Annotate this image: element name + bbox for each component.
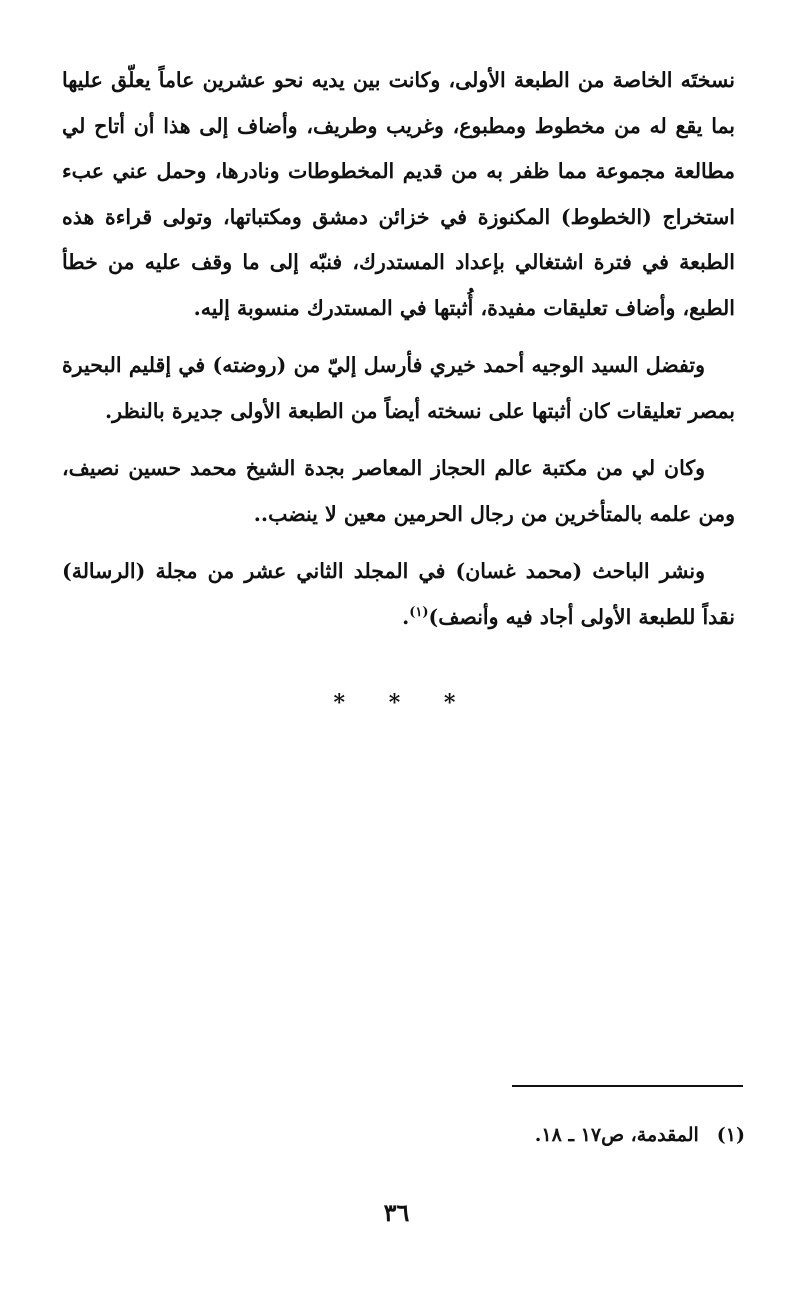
footnote-divider xyxy=(512,1085,743,1087)
paragraph-1 xyxy=(62,58,735,331)
footnote-number: (١) xyxy=(716,1124,745,1146)
paragraph-3-text: وكان لي من مكتبة عالم الحجاز المعاصر بجدة الشيخ محمد حسين نصيف، ومن علمه بالمتأخرين من رجال الحرمين معين لا ينضب.. xyxy=(62,456,735,526)
page-number: ٣٦ xyxy=(383,1198,410,1227)
footnote xyxy=(400,1124,745,1146)
paragraph-2-text: وتفضل السيد الوجيه أحمد خيري فأرسل إليّ من (روضته) في إقليم البحيرة بمصر تعليقات كان أثبتها على نسخته أيضاً من الطبعة الأولى جديرة بالنظر. xyxy=(62,353,735,423)
paragraph-4 xyxy=(62,549,735,640)
paragraph-2 xyxy=(62,343,735,434)
ornament-star-icon: * xyxy=(443,690,460,716)
footnote-text: المقدمة، ص١٧ ـ ١٨. xyxy=(534,1124,699,1146)
paragraph-4-trailing: . xyxy=(402,604,410,629)
footnote-reference[interactable]: (١) xyxy=(409,604,429,620)
ornament-star-icon: * xyxy=(388,690,405,716)
paragraph-3 xyxy=(62,446,735,537)
paragraph-4-text: ونشر الباحث (محمد غسان) في المجلد الثاني عشر من مجلة (الرسالة) نقداً للطبعة الأولى أجاد فيه وأنصف) xyxy=(62,559,735,629)
main-text xyxy=(62,58,735,640)
section-ornament xyxy=(0,690,793,716)
paragraph-1-text: نسختَه الخاصة من الطبعة الأولى، وكانت بين يديه نحو عشرين عاماً يعلّق عليها بما يقع له من مخطوط ومطبوع، وغريب وطريف، وأضاف إلى هذا أن أتاح لي مطالعة مجموعة مما ظفر به من قديم المخطوطات ونادرها، وحمل عني عبء استخراج (الخطوط) المكنوزة في خزائن دمشق ومكتباتها، وتولى قراءة هذه الطبعة في فترة اشتغالي بإعداد المستدرك، فنبّه إلى ما وقف عليه من خطأ الطبع، وأضاف تعليقات مفيدة، أُثبتها في المستدرك منسوبة إليه. xyxy=(62,68,735,320)
ornament-star-icon: * xyxy=(333,690,350,716)
